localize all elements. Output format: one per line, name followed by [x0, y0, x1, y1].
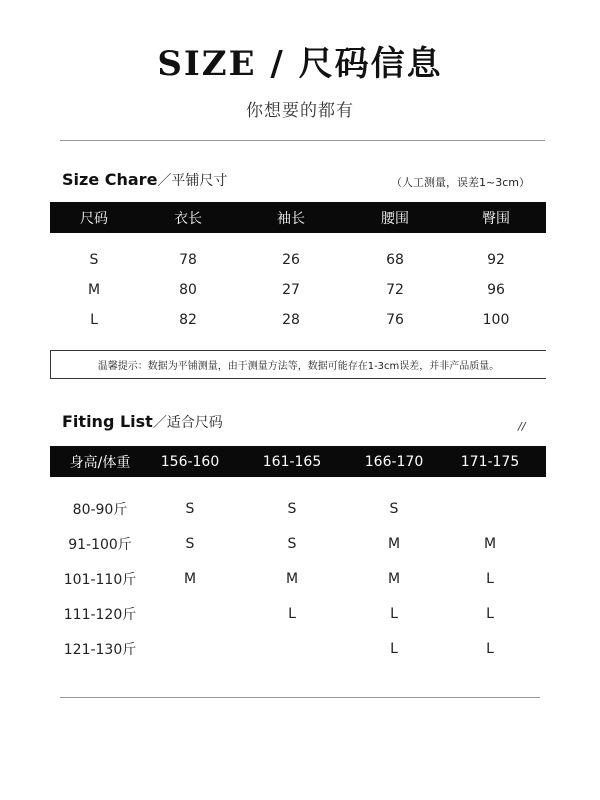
- size-chart-heading: [62, 170, 227, 190]
- fit-cell: L: [390, 641, 398, 657]
- fit-cell: M: [285, 571, 299, 587]
- fit-cell: S: [185, 536, 195, 552]
- table-row: [50, 569, 546, 589]
- size-col-header: 袖长: [277, 210, 305, 227]
- table-row: [50, 499, 546, 519]
- bottom-divider: [60, 697, 540, 698]
- size-chart-heading-cn: ／平铺尺寸: [157, 173, 228, 189]
- size-cell: 68: [386, 252, 404, 268]
- page-title: [0, 36, 600, 85]
- fit-cell: L: [390, 606, 398, 622]
- fit-cell: 91-100斤: [68, 537, 132, 553]
- size-cell: 80: [179, 282, 197, 298]
- fit-col-header: 161-165: [262, 453, 322, 470]
- size-cell: M: [87, 282, 101, 298]
- fit-list-header-row: [50, 446, 546, 477]
- fit-cell: S: [287, 501, 297, 517]
- page-subtitle: 你想要的都有: [246, 101, 354, 121]
- size-chart-header-row: [50, 202, 546, 233]
- fit-cell: M: [387, 536, 401, 552]
- size-cell: 96: [487, 282, 505, 298]
- size-col-header: 衣长: [174, 210, 202, 227]
- fit-cell: L: [288, 606, 296, 622]
- table-row: [50, 639, 546, 659]
- size-cell: 28: [282, 312, 300, 328]
- fit-cell: L: [486, 606, 494, 622]
- fit-list-heading-en: Fiting List: [62, 412, 153, 431]
- fit-list-heading: [62, 412, 223, 432]
- size-cell: 100: [482, 312, 510, 328]
- fit-cell: 111-120斤: [63, 607, 137, 623]
- fit-cell: 80-90斤: [72, 502, 128, 518]
- fit-col-header: 身高/体重: [69, 454, 131, 471]
- table-row: [50, 534, 546, 554]
- fit-col-header: 171-175: [460, 453, 520, 470]
- size-cell: 72: [386, 282, 404, 298]
- size-cell: 92: [487, 252, 505, 268]
- size-cell: S: [89, 252, 99, 268]
- title-latin: SIZE: [157, 44, 257, 84]
- top-divider: [60, 140, 545, 141]
- size-cell: 27: [282, 282, 300, 298]
- size-cell: 26: [282, 252, 300, 268]
- title-separator: /: [256, 44, 299, 84]
- table-row: [50, 310, 546, 330]
- table-row: [50, 280, 546, 300]
- fit-cell: L: [486, 571, 494, 587]
- size-col-header: 腰围: [381, 210, 409, 227]
- fit-cell: M: [483, 536, 497, 552]
- fit-cell: M: [387, 571, 401, 587]
- measurement-note: （人工测量，误差1~3cm）: [391, 176, 530, 189]
- table-row: [50, 604, 546, 624]
- title-chinese: 尺码信息: [298, 44, 443, 84]
- fit-cell: S: [287, 536, 297, 552]
- size-col-header: 尺码: [80, 210, 108, 227]
- fit-col-header: 156-160: [160, 453, 220, 470]
- fit-list-heading-cn: ／适合尺码: [152, 415, 223, 431]
- size-cell: L: [90, 312, 98, 328]
- size-cell: 76: [386, 312, 404, 328]
- warm-tip-notice: 温馨提示：数据为平铺测量，由于测量方法等，数据可能存在1-3cm误差，并非产品质量。: [50, 350, 546, 379]
- size-cell: 78: [179, 252, 197, 268]
- fit-cell: 121-130斤: [63, 642, 137, 658]
- table-row: [50, 250, 546, 270]
- size-chart-heading-en: Size Chare: [62, 170, 158, 189]
- fit-cell: S: [389, 501, 399, 517]
- size-cell: 82: [179, 312, 197, 328]
- fit-cell: S: [185, 501, 195, 517]
- fit-cell: 101-110斤: [63, 572, 137, 588]
- slash-mark: //: [518, 420, 526, 433]
- fit-col-header: 166-170: [364, 453, 424, 470]
- fit-cell: M: [183, 571, 197, 587]
- size-col-header: 臀围: [482, 210, 510, 227]
- fit-cell: L: [486, 641, 494, 657]
